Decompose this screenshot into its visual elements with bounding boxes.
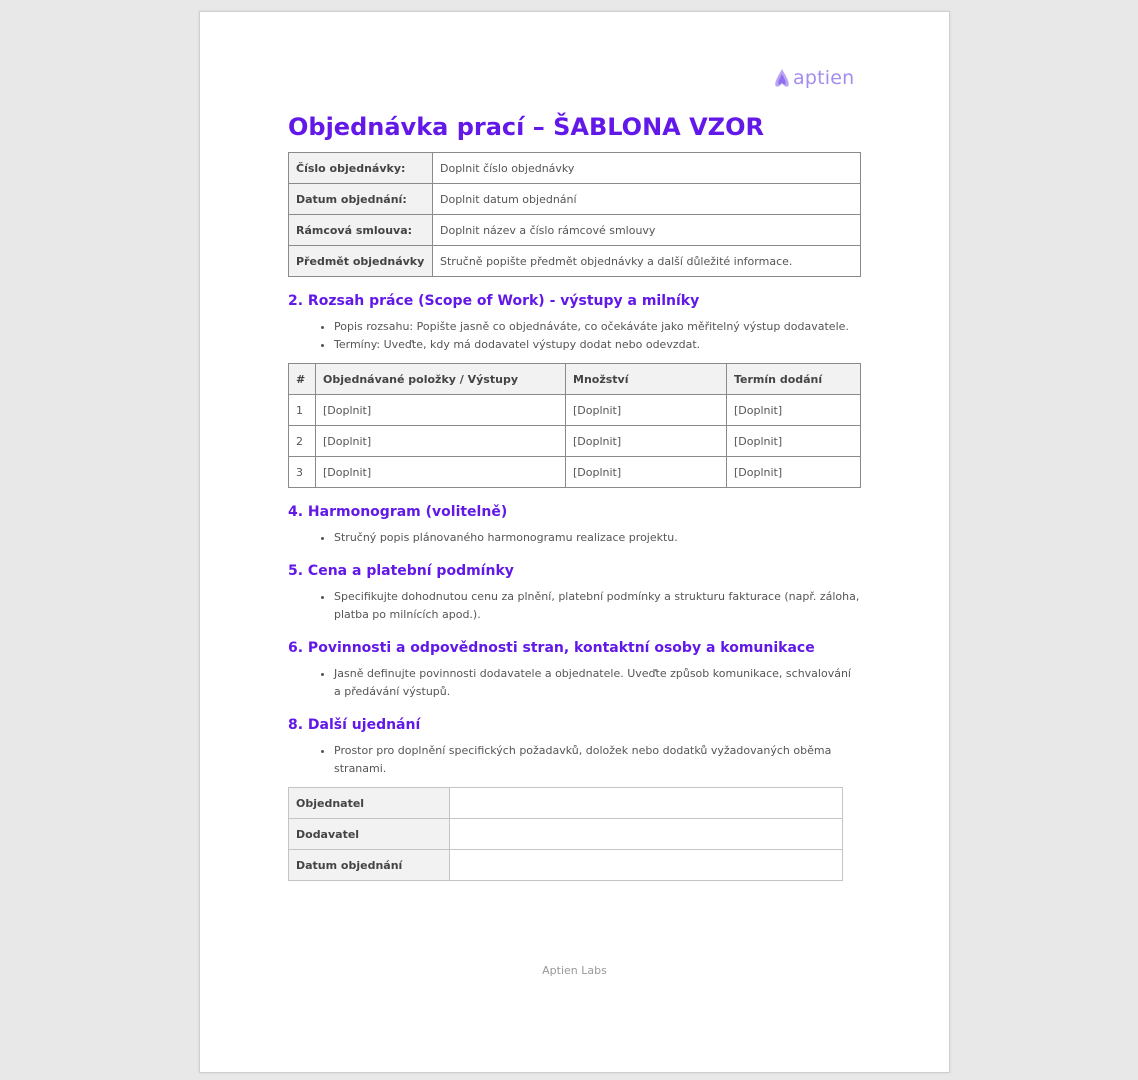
order-date-value: Doplnit datum objednání: [433, 184, 861, 215]
framework-contract-label: Rámcová smlouva:: [289, 215, 433, 246]
section-heading-responsibilities: 6. Povinnosti a odpovědnosti stran, kontaktní osoby a komunikace: [288, 640, 815, 656]
section-heading-other-terms: 8. Další ujednání: [288, 717, 421, 733]
column-header-delivery-date: Termín dodání: [727, 364, 861, 395]
responsibilities-bullet-list: [288, 665, 861, 701]
table-header-row: [289, 364, 861, 395]
list-item: • Termíny: Uveďte, kdy má dodavatel výstupy dodat nebo odevzdat.: [334, 336, 861, 354]
table-row: [289, 850, 843, 881]
supplier-value: [450, 819, 843, 850]
table-row: [289, 153, 861, 184]
section-heading-price: 5. Cena a platební podmínky: [288, 563, 514, 579]
framework-contract-value: Doplnit název a číslo rámcové smlouvy: [433, 215, 861, 246]
document-page: [199, 11, 950, 1073]
cell-item: [Doplnit]: [316, 457, 566, 488]
section-heading-scope: 2. Rozsah práce (Scope of Work) - výstupy a milníky: [288, 293, 700, 309]
orderer-value: [450, 788, 843, 819]
order-info-table: [288, 152, 861, 277]
cell-quantity: [Doplnit]: [566, 395, 727, 426]
scope-bullet-list: [288, 318, 861, 354]
table-row: [289, 184, 861, 215]
order-subject-value: Stručně popište předmět objednávky a další důležité informace.: [433, 246, 861, 277]
column-header-items: Objednávané položky / Výstupy: [316, 364, 566, 395]
order-date-label: Datum objednání:: [289, 184, 433, 215]
orderer-label: Objednatel: [289, 788, 450, 819]
schedule-bullet-list: [288, 529, 861, 547]
list-item: • Jasně definujte povinnosti dodavatele a objednatele. Uveďte způsob komunikace, schvalování a předávání výstupů.: [334, 665, 861, 701]
signature-table: [288, 787, 843, 881]
supplier-label: Dodavatel: [289, 819, 450, 850]
table-row: [289, 426, 861, 457]
table-row: [289, 819, 843, 850]
aptien-logo-icon: [773, 68, 791, 88]
other-terms-bullet-list: [288, 742, 861, 778]
order-subject-label: Předmět objednávky: [289, 246, 433, 277]
document-title: Objednávka prací – ŠABLONA VZOR: [288, 113, 764, 141]
table-row: [289, 788, 843, 819]
list-item: • Stručný popis plánovaného harmonogramu realizace projektu.: [334, 529, 861, 547]
cell-quantity: [Doplnit]: [566, 426, 727, 457]
order-number-value: Doplnit číslo objednávky: [433, 153, 861, 184]
table-row: [289, 215, 861, 246]
cell-number: 3: [289, 457, 316, 488]
table-row: [289, 395, 861, 426]
order-number-label: Číslo objednávky:: [289, 153, 433, 184]
list-item: • Prostor pro doplnění specifických požadavků, doložek nebo dodatků vyžadovaných oběma stranami.: [334, 742, 861, 778]
signature-date-value: [450, 850, 843, 881]
column-header-quantity: Množství: [566, 364, 727, 395]
column-header-number: #: [289, 364, 316, 395]
table-row: [289, 457, 861, 488]
document-content: [288, 111, 861, 881]
cell-quantity: [Doplnit]: [566, 457, 727, 488]
table-row: [289, 246, 861, 277]
price-bullet-list: [288, 588, 861, 624]
cell-delivery-date: [Doplnit]: [727, 426, 861, 457]
deliverables-table: [288, 363, 861, 488]
cell-number: 2: [289, 426, 316, 457]
cell-item: [Doplnit]: [316, 426, 566, 457]
cell-item: [Doplnit]: [316, 395, 566, 426]
cell-number: 1: [289, 395, 316, 426]
list-item: • Specifikujte dohodnutou cenu za plnění, platební podmínky a strukturu fakturace (např. záloha, platba po milnících apod.).: [334, 588, 861, 624]
aptien-logo: [773, 66, 854, 90]
cell-delivery-date: [Doplnit]: [727, 457, 861, 488]
cell-delivery-date: [Doplnit]: [727, 395, 861, 426]
signature-date-label: Datum objednání: [289, 850, 450, 881]
page-footer: Aptien Labs: [542, 964, 607, 977]
logo-wordmark: aptien: [793, 67, 855, 89]
section-heading-schedule: 4. Harmonogram (volitelně): [288, 504, 508, 520]
list-item: • Popis rozsahu: Popište jasně co objednáváte, co očekáváte jako měřitelný výstup dodavatele.: [334, 318, 861, 336]
